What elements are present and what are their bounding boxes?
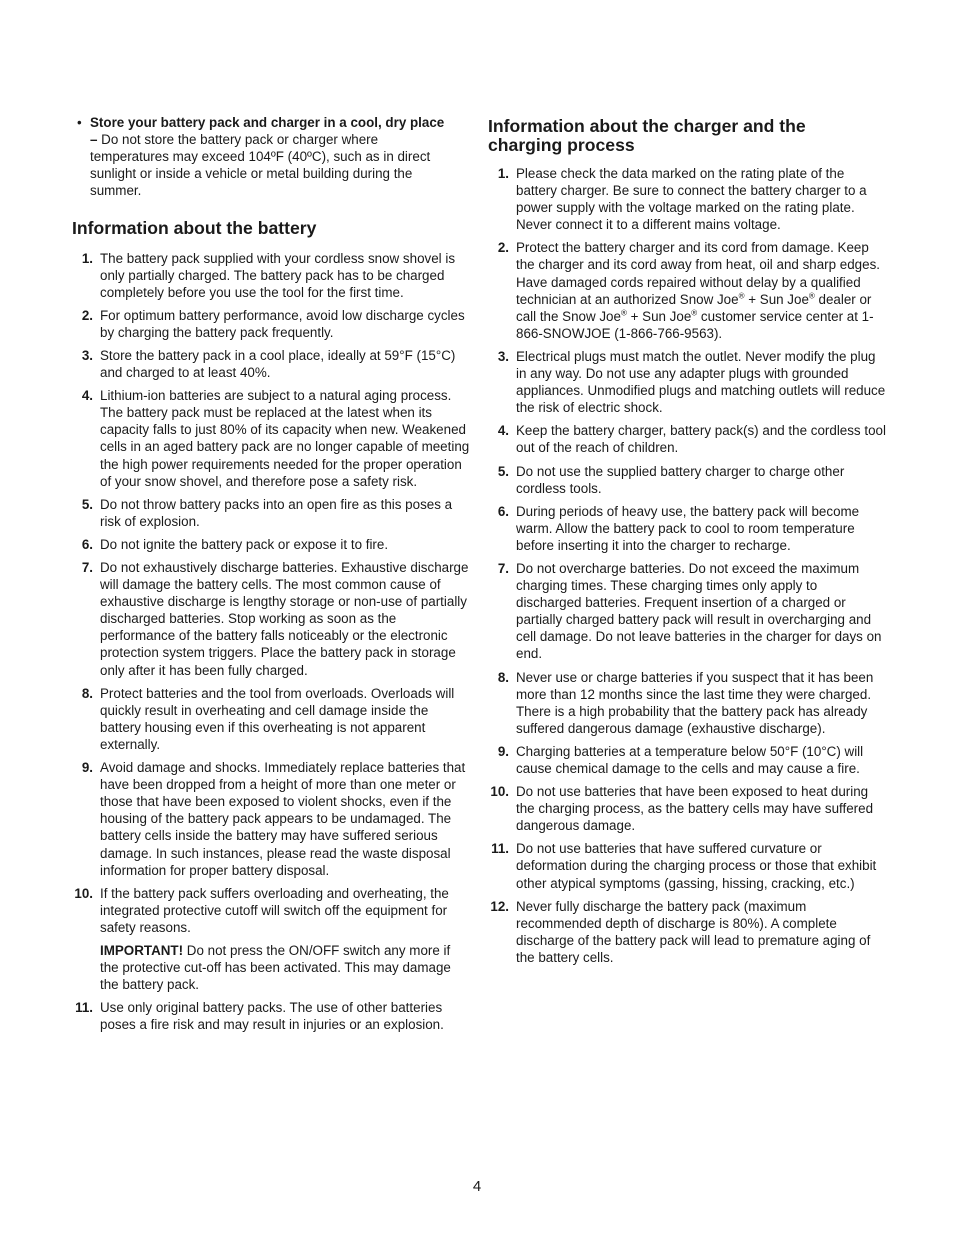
registered-mark: ®	[691, 308, 698, 318]
list-item	[72, 307, 470, 341]
item-text: Never fully discharge the battery pack (maximum recommended depth of discharge is 80%). A complete discharge of the battery pack will lead to premature aging of the battery cells.	[516, 898, 871, 965]
bullet-dot: •	[77, 115, 82, 130]
list-item	[72, 347, 470, 381]
storage-bullet-body: Do not store the battery pack or charger where temperatures may exceed 104ºF (40ºC), such as in direct sunlight or inside a vehicle or metal building during the summer.	[90, 132, 431, 199]
item-text: Lithium-ion batteries are subject to a natural aging process. The battery pack must be replaced at the latest when its capacity falls to just 80% of its capacity when new. Weakened cells in an aged battery pack are no longer capable of meeting the high power requirements needed for the proper operation of your snow shovel, and therefore pose a safety risk.	[100, 388, 470, 489]
item-text: Use only original battery packs. The use of other batteries poses a fire risk and may result in injuries or an explosion.	[100, 1000, 444, 1033]
item-text: Do not use batteries that have suffered curvature or deformation during the charging process or those that exhibit other atypical symptoms (gassing, hissing, cracking, etc.)	[516, 841, 877, 891]
item-text-part: Protect the battery charger and its cord from damage. Keep the charger and its cord away from heat, oil and sharp edges. Have damaged cords repaired without delay by a qualified technician at an authorized Snow Joe	[516, 240, 880, 307]
list-item	[72, 559, 470, 679]
item-number: 10.	[74, 885, 93, 901]
list-item	[488, 463, 886, 497]
list-item	[72, 685, 470, 753]
list-item	[488, 840, 886, 891]
page-number: 4	[472, 1178, 482, 1195]
item-text: Do not throw battery packs into an open fire as this poses a risk of explosion.	[100, 496, 453, 529]
list-item	[488, 348, 886, 416]
item-number: 8.	[81, 685, 93, 701]
storage-bullet-text	[90, 114, 452, 199]
item-text-part: + Sun Joe	[744, 291, 809, 307]
item-text: Store the battery pack in a cool place, ideally at 59°F (15°C) and charged to at least 40%.	[100, 347, 456, 381]
registered-mark: ®	[738, 291, 745, 301]
item-number: 6.	[497, 503, 509, 519]
item-text: Do not ignite the battery pack or expose it to fire.	[100, 536, 389, 552]
item-number: 11.	[75, 1000, 93, 1016]
item-number: 3.	[81, 347, 93, 363]
item-number: 2.	[497, 240, 509, 256]
item-number: 1.	[497, 166, 509, 181]
item-text: Do not overcharge batteries. Do not exceed the maximum charging times. These charging times only apply to discharged batteries. Frequent insertion of a charged or partially charged battery pack will result in overcharging and cell damage. Do not leave batteries in the charger for days on end.	[516, 560, 882, 662]
item-text: Charging batteries at a temperature below 50°F (10°C) will cause chemical damage to the cells and may cause a fire.	[516, 743, 864, 776]
item-text: Do not use batteries that have been exposed to heat during the charging process, as the battery cells may have suffered dangerous damage.	[516, 784, 874, 834]
item-number: 7.	[81, 560, 93, 575]
item-number: 3.	[497, 348, 509, 364]
item-text: Never use or charge batteries if you suspect that it has been more than 12 months since the last time they were charged. There is a high probability that the battery pack has already suffered dangerous damage (exhaustive discharge).	[516, 669, 874, 736]
item-text: Please check the data marked on the rating plate of the battery charger. Be sure to connect the battery charger to a power supply with the voltage marked on the rating plate. Never connect it to a different mains voltage.	[516, 166, 867, 233]
important-label: IMPORTANT!	[100, 942, 184, 958]
list-item	[488, 422, 886, 456]
battery-section	[72, 219, 470, 1033]
list-item	[488, 239, 886, 342]
item-number: 1.	[81, 250, 93, 266]
item-text-part: + Sun Joe	[626, 308, 692, 324]
item-number: 10.	[490, 784, 509, 800]
registered-mark: ®	[808, 291, 815, 301]
item-number: 9.	[81, 760, 93, 776]
item-text	[516, 239, 886, 342]
item-number: 9.	[497, 743, 509, 759]
list-item	[488, 783, 886, 834]
battery-heading: Information about the battery	[72, 218, 317, 238]
item-text: For optimum battery performance, avoid low discharge cycles by charging the battery pack frequently.	[100, 307, 465, 340]
important-text: Do not press the ON/OFF switch any more if the protective cut-off has been activated. This may damage the battery pack.	[100, 942, 451, 993]
item-number: 5.	[81, 496, 93, 512]
battery-list	[72, 250, 470, 1034]
item-text: During periods of heavy use, the battery pack will become warm. Allow the battery pack to cool to room temperature before inserting it into the charger to recharge.	[516, 503, 860, 553]
list-item	[488, 503, 886, 554]
item-text-part: dealer or call the Snow Joe	[516, 291, 872, 324]
item-text: Protect batteries and the tool from overloads. Overloads will quickly result in overheating and cell damage inside the battery housing even if this overheating is not apparent externally.	[100, 685, 455, 752]
list-item	[488, 669, 886, 737]
item-text: Electrical plugs must match the outlet. Never modify the plug in any way. Do not use any adapter plugs with grounded appliances. Unmodified plugs and matching outlets will reduce the risk of electric shock.	[516, 348, 886, 416]
item-text: If the battery pack suffers overloading and overheating, the integrated protective cutoff will switch off the equipment for safety reasons.	[100, 885, 449, 935]
item-text: Keep the battery charger, battery pack(s) and the cordless tool out of the reach of children.	[516, 423, 886, 456]
list-item	[72, 885, 470, 994]
list-item	[488, 898, 886, 966]
list-item	[72, 536, 470, 553]
item-number: 4.	[81, 388, 93, 404]
item-number: 11.	[491, 841, 509, 857]
list-item	[72, 387, 470, 490]
item-number: 6.	[81, 536, 93, 552]
list-item	[72, 496, 470, 530]
list-item	[72, 250, 470, 301]
item-number: 8.	[497, 669, 509, 685]
item-number: 5.	[497, 463, 509, 479]
item-text: Do not use the supplied battery charger to charge other cordless tools.	[516, 463, 845, 496]
item-number: 2.	[81, 307, 93, 323]
list-item	[72, 999, 470, 1033]
important-note	[100, 942, 470, 993]
charger-list	[488, 165, 886, 966]
item-text: Avoid damage and shocks. Immediately replace batteries that have been dropped from a height of more than one meter or those that have been exposed to violent shocks, even if the housing of the battery pack appears to be undamaged. The battery cells inside the battery may have suffered serious damage. In such instances, please read the waste disposal information for proper battery disposal.	[100, 760, 466, 878]
registered-mark: ®	[620, 308, 627, 318]
storage-bullet-bold: Store your battery pack and charger in a cool, dry place –	[90, 115, 445, 148]
item-number: 7.	[497, 560, 509, 576]
item-number: 12.	[490, 898, 509, 914]
item-text: The battery pack supplied with your cordless snow shovel is only partially charged. The battery pack has to be charged completely before you use the tool for the first time.	[100, 250, 456, 300]
charger-section	[488, 117, 886, 966]
list-item	[488, 560, 886, 663]
item-text-part: customer service center at 1-866-SNOWJOE (1-866-766-9563).	[516, 308, 874, 341]
charger-heading: Information about the charger and the charging process	[488, 116, 806, 155]
storage-bullet	[72, 114, 452, 199]
list-item	[72, 759, 470, 879]
list-item	[488, 165, 886, 233]
item-number: 4.	[497, 423, 509, 439]
item-text: Do not exhaustively discharge batteries. Exhaustive discharge will damage the battery cells. The most common cause of exhaustive discharge is lengthy storage or non-use of partially discharged batteries. Stop working as soon as the performance of the battery falls noticeably or the electronic protection system triggers. Place the battery pack in storage only after it has been fully charged.	[100, 560, 469, 678]
list-item	[488, 743, 886, 777]
